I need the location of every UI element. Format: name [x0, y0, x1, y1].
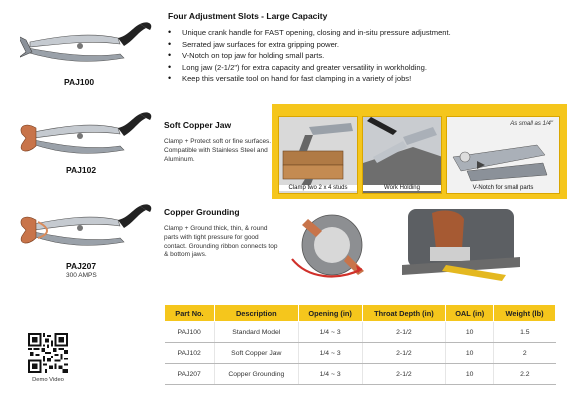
- cell-throat-depth: 2-1/2: [362, 322, 446, 343]
- cell-oal: 10: [446, 364, 494, 385]
- soft-copper-body: Clamp + Protect soft or fine surfaces. Compatible with Stainless Steel and Aluminum.: [164, 138, 272, 163]
- paj207-plier-image: [20, 198, 155, 258]
- grounding-plate-illustration: [402, 205, 520, 285]
- paj207-amps: 300 AMPS: [66, 272, 97, 279]
- col-opening: Opening (in): [298, 305, 362, 322]
- feature-item: • V-Notch on top jaw for holding small parts.: [168, 50, 563, 62]
- cell-throat-depth: 2-1/2: [362, 343, 446, 364]
- photo-v-notch: [446, 116, 560, 194]
- col-description: Description: [214, 305, 298, 322]
- paj100-plier-image: [20, 14, 155, 74]
- cell-weight: 2: [494, 343, 556, 364]
- feature-item: • Unique crank handle for FAST opening, closing and in-situ pressure adjustment.: [168, 27, 563, 39]
- cell-part-no: PAJ207: [165, 364, 215, 385]
- photo-grounding-pipe: [278, 205, 388, 285]
- col-weight: Weight (lb): [494, 305, 556, 322]
- col-part-no: Part No.: [165, 305, 215, 322]
- cell-weight: 1.5: [494, 322, 556, 343]
- photo-work-holding: [362, 116, 442, 194]
- cell-weight: 2.2: [494, 364, 556, 385]
- v-notch-illustration: [447, 117, 560, 194]
- table-row: [165, 322, 556, 343]
- col-throat-depth: Throat Depth (in): [362, 305, 446, 322]
- qr-caption: Demo Video: [32, 377, 64, 383]
- cell-opening: 1/4 ~ 3: [298, 343, 362, 364]
- paj207-code: PAJ207: [66, 261, 97, 271]
- cell-opening: 1/4 ~ 3: [298, 322, 362, 343]
- table-row: [165, 343, 556, 364]
- copper-grounding-title: Copper Grounding: [164, 207, 240, 217]
- features-list: [168, 27, 563, 85]
- copper-grounding-body: Clamp + Ground thick, thin, & round parts with tight pressure for good contact. Grounding ribbon connects top & bottom jaws.: [164, 225, 278, 259]
- spec-table: [164, 304, 556, 385]
- cell-description: Standard Model: [214, 322, 298, 343]
- cell-oal: 10: [446, 343, 494, 364]
- cell-part-no: PAJ102: [165, 343, 215, 364]
- grounding-pipe-illustration: [278, 205, 388, 285]
- qr-code-icon[interactable]: [28, 333, 68, 373]
- work-holding-illustration: [363, 117, 442, 194]
- photo-grounding-plate: [402, 205, 520, 285]
- photo-clamp-studs: [278, 116, 358, 194]
- paj100-code: PAJ100: [64, 77, 95, 87]
- feature-item: • Serrated jaw surfaces for extra gripping power.: [168, 39, 563, 51]
- paj102-code: PAJ102: [66, 165, 97, 175]
- caption-work-holding: Work Holding: [363, 185, 441, 191]
- clamp-studs-illustration: [279, 117, 358, 194]
- features-title: Four Adjustment Slots - Large Capacity: [168, 11, 328, 21]
- table-row: [165, 364, 556, 385]
- cell-description: Copper Grounding: [214, 364, 298, 385]
- cell-description: Soft Copper Jaw: [214, 343, 298, 364]
- feature-item: • Long jaw (2-1/2") for extra capacity and greater versatility in workholding.: [168, 62, 563, 74]
- cell-part-no: PAJ100: [165, 322, 215, 343]
- soft-copper-title: Soft Copper Jaw: [164, 120, 232, 130]
- cell-oal: 10: [446, 322, 494, 343]
- cell-opening: 1/4 ~ 3: [298, 364, 362, 385]
- col-oal: OAL (in): [446, 305, 494, 322]
- table-header-row: [165, 305, 556, 322]
- feature-item: • Keep this versatile tool on hand for fast clamping in a variety of jobs!: [168, 73, 563, 85]
- caption-v-notch: V-Notch for small parts: [472, 185, 534, 191]
- caption-small-size: As small as 1/4": [510, 121, 553, 127]
- caption-clamp-studs: Clamp two 2 x 4 studs: [279, 185, 357, 191]
- paj102-plier-image: [20, 108, 155, 163]
- cell-throat-depth: 2-1/2: [362, 364, 446, 385]
